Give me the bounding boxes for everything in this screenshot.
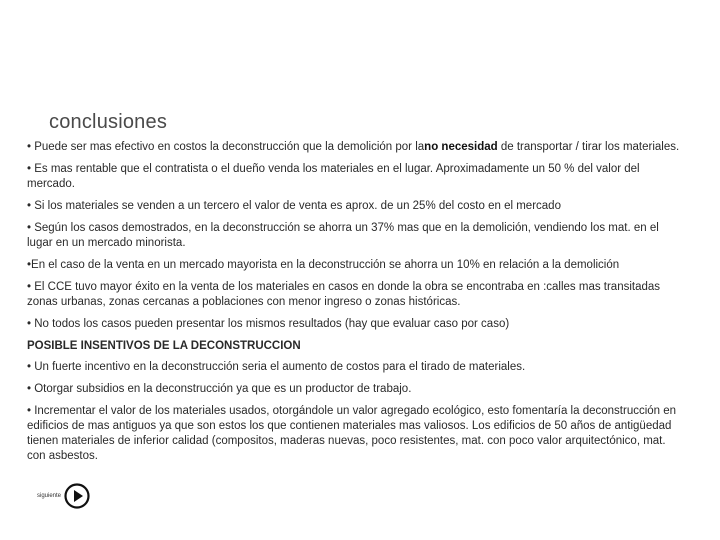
play-icon[interactable] bbox=[64, 483, 90, 509]
bullet-third-party: • Si los materiales se venden a un tercero el valor de venta es aprox. de un 25% del costo en el mercado bbox=[27, 200, 561, 212]
bullet-subsidies: • Otorgar subsidios en la deconstrucción ya que es un productor de trabajo. bbox=[27, 383, 412, 395]
bullet-emphasis: no necesidad bbox=[424, 141, 498, 153]
bullet-increase-value: • Incrementar el valor de los materiales usados, otorgándole un valor agregado ecológico, esto fomentaría la deconstrucción en edificios de mas antiguos ya que son estos los que contienen materiales mas valiosos. Los edificios de 50 años de antigüedad tienen materiales de inferior calidad (compositos, maderas nuevas, poco resistentes, mat. con poco valor arquitectónico, mat. con asbestos. bbox=[27, 405, 677, 462]
bullet-savings-wholesale: •En el caso de la venta en un mercado mayorista en la deconstrucción se ahorra un 10% en relación a la demolición bbox=[27, 259, 620, 271]
slide-content bbox=[27, 140, 682, 471]
bullet-cost-effective bbox=[27, 140, 682, 155]
bullet-incentive-costs: • Un fuerte incentivo en la deconstrucción seria el aumento de costos para el tirado de materiales. bbox=[27, 361, 526, 373]
section-heading: POSIBLE INSENTIVOS DE LA DECONSTRUCCION bbox=[27, 340, 301, 352]
bullet-not-all-cases: • No todos los casos pueden presentar los mismos resultados (hay que evaluar caso por caso) bbox=[27, 318, 510, 330]
next-slide-link[interactable] bbox=[37, 483, 90, 509]
bullet-text: de transportar / tirar los materiales. bbox=[497, 141, 680, 153]
bullet-cce-success: • El CCE tuvo mayor éxito en la venta de los materiales en casos en donde la obra se encontraba en :calles mas transitadas zonas urbanas, zonas cercanas a poblaciones con menor ingreso o zonas históricas. bbox=[27, 281, 661, 308]
next-label: siguiente bbox=[37, 493, 62, 499]
bullet-text: • Puede ser mas efectivo en costos la deconstrucción que la demolición por la bbox=[27, 141, 425, 153]
bullet-rentable: • Es mas rentable que el contratista o el dueño venda los materiales en el lugar. Aproximadamente un 50 % del valor del mercado. bbox=[27, 163, 640, 190]
bullet-savings-retail: • Según los casos demostrados, en la deconstrucción se ahorra un 37% mas que en la demolición, vendiendo los mat. en el lugar en un mercado minorista. bbox=[27, 222, 659, 249]
slide-title: conclusiones bbox=[49, 111, 168, 133]
